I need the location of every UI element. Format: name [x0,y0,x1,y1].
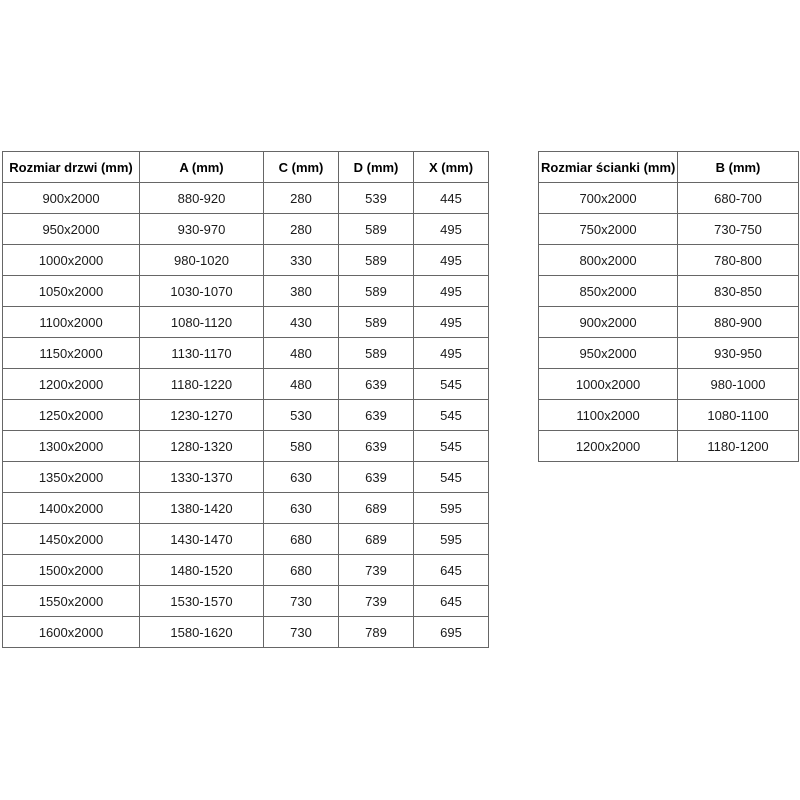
table-row [539,431,799,462]
column-header-d: D (mm) [339,152,414,183]
table-cell: 645 [414,586,489,617]
table-cell: 1100x2000 [3,307,140,338]
table-cell: 1530-1570 [140,586,264,617]
table-row [539,183,799,214]
table-row [539,214,799,245]
table-cell: 1150x2000 [3,338,140,369]
table-cell: 1000x2000 [539,369,678,400]
table-cell: 680 [264,555,339,586]
wall-sizes-table [538,151,799,462]
table-row [3,524,489,555]
door-table-body [3,183,489,648]
table-cell: 850x2000 [539,276,678,307]
table-cell: 930-970 [140,214,264,245]
table-cell: 1100x2000 [539,400,678,431]
table-cell: 950x2000 [3,214,140,245]
table-cell: 1380-1420 [140,493,264,524]
table-cell: 595 [414,493,489,524]
table-cell: 545 [414,400,489,431]
table-cell: 495 [414,276,489,307]
column-header-door-size: Rozmiar drzwi (mm) [3,152,140,183]
table-row [3,183,489,214]
table-cell: 1550x2000 [3,586,140,617]
table-row [3,214,489,245]
table-cell: 480 [264,369,339,400]
table-cell: 480 [264,338,339,369]
column-header-wall-size: Rozmiar ścianki (mm) [539,152,678,183]
table-row [3,555,489,586]
table-cell: 1080-1120 [140,307,264,338]
table-cell: 530 [264,400,339,431]
table-cell: 1180-1200 [678,431,799,462]
table-row [539,338,799,369]
table-cell: 1130-1170 [140,338,264,369]
table-row [3,462,489,493]
table-cell: 589 [339,214,414,245]
table-cell: 980-1000 [678,369,799,400]
table-cell: 645 [414,555,489,586]
table-cell: 495 [414,245,489,276]
table-row [539,245,799,276]
table-cell: 1280-1320 [140,431,264,462]
table-cell: 630 [264,493,339,524]
table-row [3,369,489,400]
table-cell: 739 [339,555,414,586]
table-cell: 700x2000 [539,183,678,214]
wall-table-body [539,183,799,462]
column-header-a: A (mm) [140,152,264,183]
table-cell: 689 [339,524,414,555]
table-cell: 630 [264,462,339,493]
table-cell: 880-920 [140,183,264,214]
table-cell: 639 [339,400,414,431]
table-cell: 1050x2000 [3,276,140,307]
table-cell: 695 [414,617,489,648]
table-cell: 730 [264,617,339,648]
table-cell: 589 [339,338,414,369]
table-cell: 280 [264,214,339,245]
table-cell: 980-1020 [140,245,264,276]
table-cell: 1350x2000 [3,462,140,493]
column-header-x: X (mm) [414,152,489,183]
table-cell: 445 [414,183,489,214]
table-cell: 1500x2000 [3,555,140,586]
table-cell: 930-950 [678,338,799,369]
table-cell: 545 [414,462,489,493]
table-cell: 830-850 [678,276,799,307]
table-cell: 1230-1270 [140,400,264,431]
door-sizes-table [2,151,489,648]
table-cell: 680-700 [678,183,799,214]
table-cell: 750x2000 [539,214,678,245]
table-cell: 1030-1070 [140,276,264,307]
table-cell: 680 [264,524,339,555]
table-row [3,400,489,431]
table-cell: 1180-1220 [140,369,264,400]
table-cell: 639 [339,369,414,400]
table-cell: 1600x2000 [3,617,140,648]
table-cell: 800x2000 [539,245,678,276]
table-cell: 1200x2000 [3,369,140,400]
table-cell: 900x2000 [3,183,140,214]
table-cell: 880-900 [678,307,799,338]
table-row [539,369,799,400]
table-cell: 380 [264,276,339,307]
table-row [3,586,489,617]
table-cell: 589 [339,307,414,338]
table-cell: 689 [339,493,414,524]
door-table-header-row [3,152,489,183]
table-cell: 545 [414,431,489,462]
table-cell: 545 [414,369,489,400]
table-cell: 430 [264,307,339,338]
table-cell: 1330-1370 [140,462,264,493]
table-cell: 280 [264,183,339,214]
table-row [3,307,489,338]
table-cell: 1080-1100 [678,400,799,431]
table-cell: 950x2000 [539,338,678,369]
table-cell: 1300x2000 [3,431,140,462]
column-header-b: B (mm) [678,152,799,183]
table-cell: 1400x2000 [3,493,140,524]
wall-table-header-row [539,152,799,183]
table-cell: 1000x2000 [3,245,140,276]
table-cell: 730 [264,586,339,617]
table-row [3,431,489,462]
table-row [539,400,799,431]
table-cell: 495 [414,307,489,338]
column-header-c: C (mm) [264,152,339,183]
table-cell: 330 [264,245,339,276]
table-cell: 639 [339,462,414,493]
table-cell: 580 [264,431,339,462]
table-cell: 495 [414,214,489,245]
table-cell: 589 [339,276,414,307]
table-row [3,276,489,307]
table-cell: 780-800 [678,245,799,276]
table-row [3,617,489,648]
table-row [3,338,489,369]
table-cell: 1580-1620 [140,617,264,648]
table-cell: 730-750 [678,214,799,245]
table-row [539,307,799,338]
table-cell: 900x2000 [539,307,678,338]
table-row [3,493,489,524]
table-cell: 595 [414,524,489,555]
table-cell: 639 [339,431,414,462]
table-cell: 589 [339,245,414,276]
table-cell: 539 [339,183,414,214]
table-cell: 789 [339,617,414,648]
table-cell: 1250x2000 [3,400,140,431]
table-row [539,276,799,307]
table-row [3,245,489,276]
table-cell: 1200x2000 [539,431,678,462]
table-cell: 1430-1470 [140,524,264,555]
table-cell: 739 [339,586,414,617]
table-cell: 1480-1520 [140,555,264,586]
table-cell: 495 [414,338,489,369]
table-cell: 1450x2000 [3,524,140,555]
